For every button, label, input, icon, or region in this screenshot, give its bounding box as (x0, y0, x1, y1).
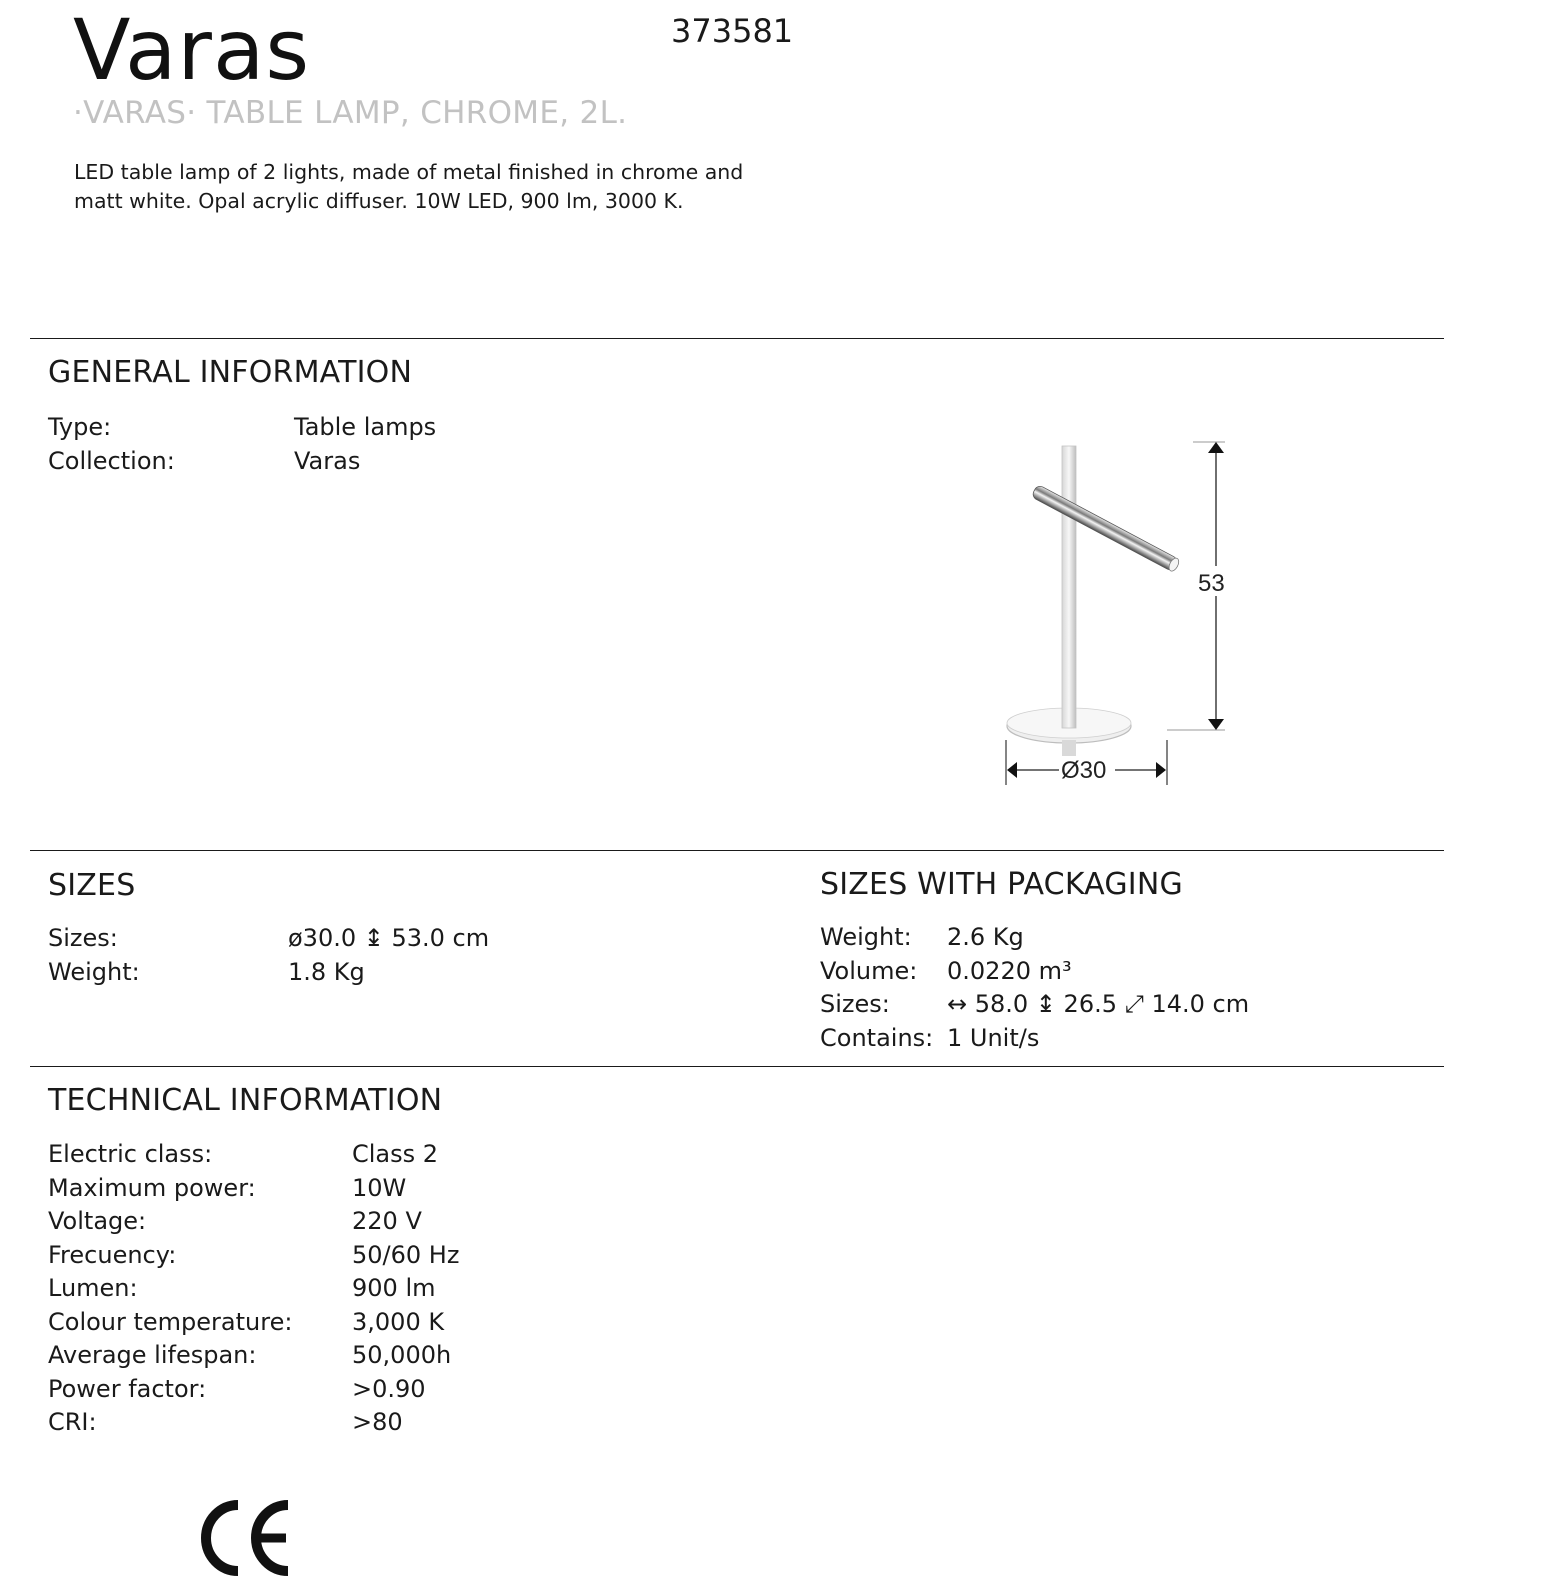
sizes-label: Sizes: (48, 924, 118, 952)
sizes-heading: SIZES (48, 868, 136, 903)
packaging-value: 1 Unit/s (947, 1023, 1040, 1052)
technical-info-value: 900 lm (352, 1274, 436, 1302)
sizes-row (48, 922, 748, 956)
technical-info-label: Average lifespan: (48, 1341, 257, 1369)
section-divider (30, 850, 1444, 851)
sizes-label: Weight: (48, 957, 140, 986)
technical-info-label: Electric class: (48, 1140, 213, 1168)
technical-info-value: 10W (352, 1173, 407, 1202)
packaging-label: Weight: (820, 923, 912, 951)
technical-info-value: 3,000 K (352, 1307, 445, 1336)
section-divider (30, 338, 1444, 339)
technical-info-row (48, 1205, 748, 1239)
general-info-label: Collection: (48, 446, 175, 475)
technical-info-label: Voltage: (48, 1207, 147, 1235)
technical-info-value: >80 (352, 1408, 403, 1436)
packaging-row (820, 1022, 1440, 1056)
technical-info-row (48, 1306, 748, 1340)
technical-info-value: Class 2 (352, 1140, 439, 1168)
product-description: LED table lamp of 2 lights, made of metal finished in chrome and matt white. Opal acrylic diffuser. 10W LED, 900 lm, 3000 K. (74, 160, 744, 213)
lamp-technical-drawing (995, 440, 1255, 809)
product-code: 373581 (671, 12, 794, 50)
diameter-label: Ø30 (1061, 757, 1107, 784)
technical-info-row (48, 1272, 748, 1306)
packaging-label: Contains: (820, 1023, 934, 1052)
technical-info-row (48, 1138, 748, 1172)
technical-info-row (48, 1406, 748, 1440)
lamp-drawing-svg (995, 440, 1255, 805)
general-info-row (48, 445, 648, 479)
technical-info-label: CRI: (48, 1408, 97, 1436)
packaging-value: ↔ 58.0 ↨ 26.5 ⤢ 14.0 cm (947, 990, 1250, 1018)
product-subtitle: ·VARAS· TABLE LAMP, CHROME, 2L. (73, 95, 628, 131)
packaging-row (820, 988, 1440, 1022)
technical-info-value: 50,000h (352, 1341, 452, 1369)
lamp-arm (1031, 484, 1181, 572)
technical-info-value: 50/60 Hz (352, 1240, 460, 1269)
technical-info-value: 220 V (352, 1207, 422, 1235)
technical-info-label: Lumen: (48, 1274, 138, 1302)
packaging-heading: SIZES WITH PACKAGING (820, 867, 1183, 902)
technical-info-row (48, 1373, 748, 1407)
product-title: Varas (73, 1, 311, 99)
sizes-value: ø30.0 ↨ 53.0 cm (288, 924, 490, 952)
general-info-value: Table lamps (294, 413, 437, 441)
general-info-label: Type: (48, 413, 112, 441)
packaging-value: 0.0220 m³ (947, 956, 1072, 985)
section-divider (30, 1066, 1444, 1067)
packaging-value: 2.6 Kg (947, 923, 1024, 951)
general-info-list (48, 411, 648, 478)
general-info-row (48, 411, 648, 445)
packaging-list (820, 921, 1440, 1055)
general-info-heading: GENERAL INFORMATION (48, 355, 413, 390)
technical-info-label: Maximum power: (48, 1173, 256, 1202)
packaging-row (820, 921, 1440, 955)
height-label: 53 (1198, 570, 1225, 597)
packaging-label: Volume: (820, 956, 918, 985)
technical-info-row (48, 1172, 748, 1206)
packaging-row (820, 955, 1440, 989)
technical-info-label: Power factor: (48, 1374, 207, 1403)
technical-info-row (48, 1339, 748, 1373)
general-info-value: Varas (294, 446, 361, 475)
technical-info-label: Frecuency: (48, 1240, 177, 1269)
technical-info-row (48, 1239, 748, 1273)
packaging-label: Sizes: (820, 990, 890, 1018)
ce-mark-icon (196, 1498, 296, 1582)
technical-info-label: Colour temperature: (48, 1307, 293, 1336)
technical-info-value: >0.90 (352, 1374, 426, 1403)
sizes-value: 1.8 Kg (288, 957, 365, 986)
technical-info-heading: TECHNICAL INFORMATION (48, 1083, 443, 1118)
lamp-pole (1062, 446, 1076, 728)
technical-info-list (48, 1138, 748, 1440)
sizes-row (48, 956, 748, 990)
sizes-list (48, 922, 748, 989)
